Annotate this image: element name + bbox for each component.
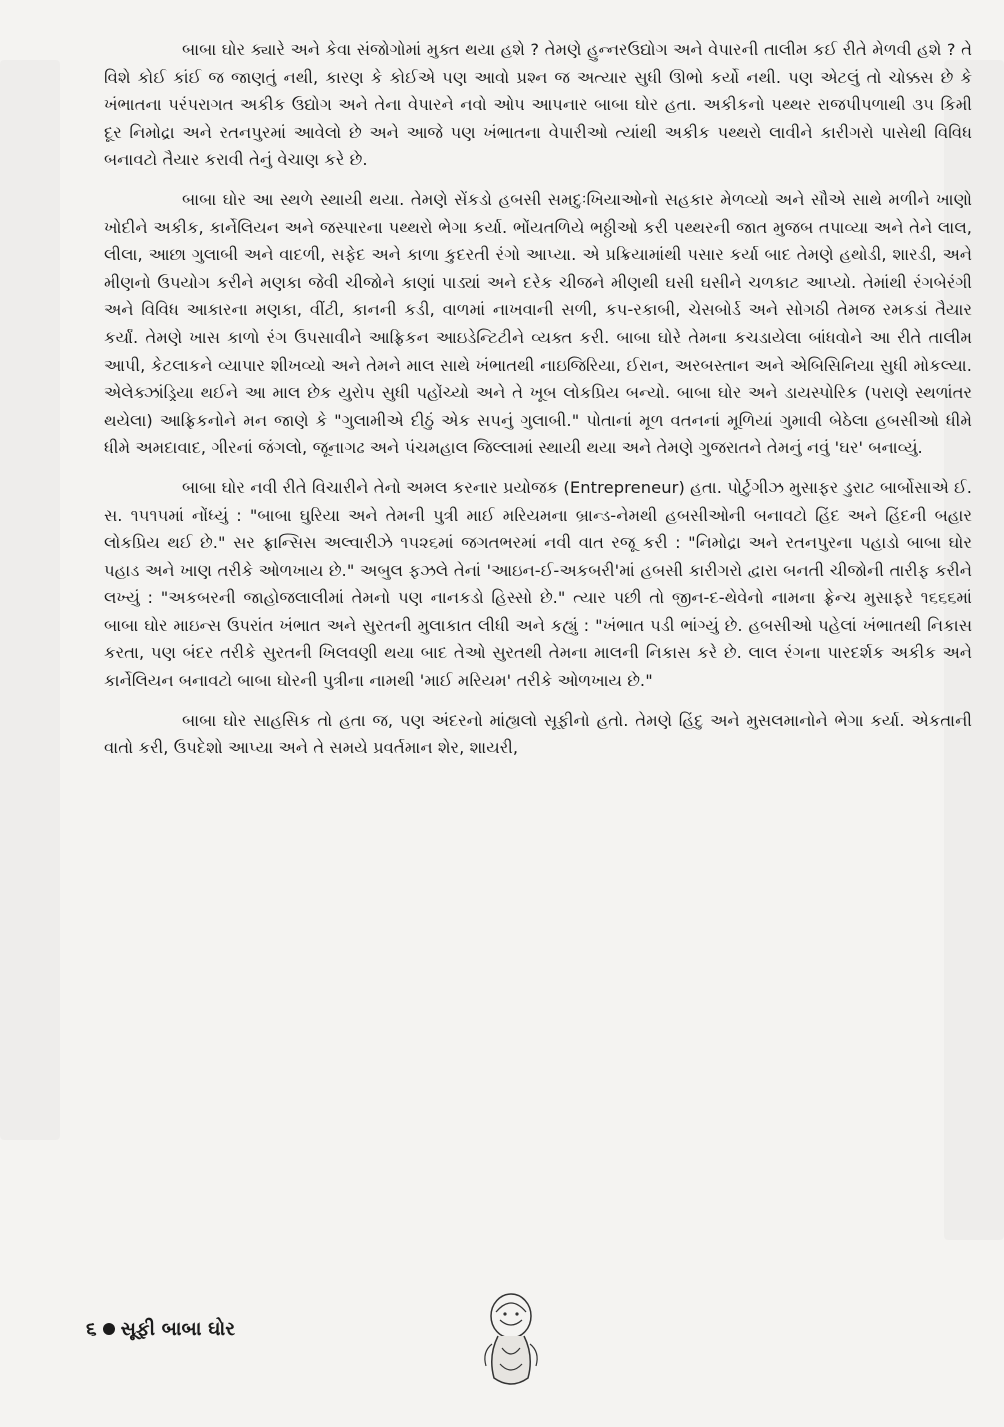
paragraph-4: બાબા ઘોર સાહસિક તો હતા જ, પણ અંદરનો માંહ્યલો સૂફીનો હતો. તેમણે હિંદુ અને મુસલમાનોને ભેગા કર્યા. એકતાની વાતો કરી, ઉપદેશો આપ્યા અને તે સમયે પ્રવર્તમાન શેર, શાયરી, [104,710,972,758]
paragraph-2: બાબા ઘોર આ સ્થળે સ્થાયી થયા. તેમણે સેંકડો હબસી સમદુઃખિયાઓનો સહકાર મેળવ્યો અને સૌએ સાથે મળીને ખાણો ખોદીને અકીક, કાર્નેલિયન અને જસ્પારના પથ્થરો ભેગા કર્યા. ભોંયતળિયે ભઠ્ઠીઓ કરી પથ્થરની જાત મુજબ તપાવ્યા અને તેને લાલ, લીલા, આછા ગુલાબી અને વાદળી, સફેદ અને કાળા કુદરતી રંગો આપ્યા. એ પ્રક્રિયામાંથી પસાર કર્યા બાદ તેમણે હથોડી, શારડી, અને મીણનો ઉપયોગ કરીને મણકા જેવી ચીજોને કાણાં પાડ્યાં અને દરેક ચીજને મીણથી ઘસી ઘસીને ચળકાટ આપ્યો. તેમાંથી રંગબેરંગી અને વિવિધ આકારના મણકા, વીંટી, કાનની કડી, વાળમાં નાખવાની સળી, કપ-રકાબી, ચેસબોર્ડ અને સોગઠી તેમજ રમકડાં તૈયાર કર્યાં. તેમણે ખાસ કાળો રંગ ઉપસાવીને આફ્રિકન આઇડેન્ટિટીને વ્યક્ત કરી. બાબા ઘોરે તેમના કચડાયેલા બાંધવોને આ રીતે તાલીમ આપી, કેટલાકને વ્યાપાર શીખવ્યો અને તેમને માલ સાથે ખંભાતથી નાઇજિરિયા, ઈરાન, અરબસ્તાન અને એબિસિનિયા સુધી મોકલ્યા. એલેક્ઝાંડ્રિયા થઈને આ માલ છેક યુરોપ સુધી પહોંચ્યો અને તે ખૂબ લોકપ્રિય બન્યો. બાબા ઘોર અને ડાયસ્પોરિક (પરાણે સ્થળાંતર થયેલા) આફ્રિકનોને મન જાણે કે "ગુલામીએ દીઠું એક સપનું ગુલાબી." પોતાનાં મૂળ વતનનાં મૂળિયાં ગુમાવી બેઠેલા હબસીઓ ધીમે ધીમે અમદાવાદ, ગીરનાં જંગલો, જૂનાગઢ અને પંચમહાલ જિલ્લામાં સ્થાયી થયા અને તેમણે ગુજરાતને તેમનું નવું 'ઘર' બનાવ્યું. [104,189,972,458]
dervish-ornament-icon [478,1286,544,1396]
page-footer [86,1318,235,1340]
paragraph-1: બાબા ઘોર ક્યારે અને કેવા સંજોગોમાં મુક્ત થયા હશે ? તેમણે હુન્નરઉદ્યોગ અને વેપારની તાલીમ કઈ રીતે મેળવી હશે ? તે વિશે કોઈ કાંઈ જ જાણતું નથી, કારણ કે કોઈએ પણ આવો પ્રશ્ન જ અત્યાર સુધી ઊભો કર્યો નથી. પણ એટલું તો ચોક્કસ છે કે ખંભાતના પરંપરાગત અકીક ઉદ્યોગ અને તેના વેપારને નવો ઓપ આપનાર બાબા ઘોર હતા. અકીકનો પથ્થર રાજપીપળાથી ૩૫ કિમી દૂર નિમોદ્રા અને રતનપુરમાં આવેલો છે અને આજે પણ ખંભાતના વેપારીઓ ત્યાંથી અકીક પથ્થરો લાવીને કારીગરો પાસેથી વિવિધ બનાવટો તૈયાર કરાવી તેનું વેચાણ કરે છે. [104,40,972,170]
book-title: સૂફી બાબા ઘોર [120,1318,236,1340]
bullet-icon [103,1323,115,1335]
page-number: ૬ [86,1318,97,1340]
paragraph-3: બાબા ઘોર નવી રીતે વિચારીને તેનો અમલ કરનાર પ્રયોજક (Entrepreneur) હતા. પોર્ટુગીઝ મુસાફર ડુરાટ બાર્બોસાએ ઈ. સ. ૧૫૧૫માં નોંધ્યું : "બાબા ઘુરિયા અને તેમની પુત્રી માઈ મરિયમના બ્રાન્ડ-નેમથી હબસીઓની બનાવટો હિંદ અને હિંદની બહાર લોકપ્રિય થઈ છે." સર ફ્રાન્સિસ અલ્વારીઝે ૧૫૨૬માં જગતભરમાં નવી વાત રજૂ કરી : "નિમોદ્રા અને રતનપુરના પહાડો બાબા ઘોર પહાડ અને ખાણ તરીકે ઓળખાય છે." અબુલ ફઝલે તેનાં 'આઇન-ઈ-અકબરી'માં હબસી કારીગરો દ્વારા બનતી ચીજોની તારીફ કરીને લખ્યું : "અકબરની જાહોજલાલીમાં તેમનો પણ નાનકડો હિસ્સો છે." ત્યાર પછી તો જીન-દ-થેવેનો નામના ફ્રેન્ચ મુસાફરે ૧૬૬૬માં બાબા ઘોર માઇન્સ ઉપરાંત ખંભાત અને સુરતની મુલાકાત લીધી અને કહ્યું : "ખંભાત પડી ભાંગ્યું છે. હબસીઓ પહેલાં ખંભાતથી નિકાસ કરતા, પણ બંદર તરીકે સુરતની ખિલવણી થયા બાદ તેઓ સુરતથી તેમના માલની નિકાસ કરે છે. લાલ રંગના પારદર્શક અકીક અને કાર્નેલિયન બનાવટો બાબા ઘોરની પુત્રીના નામથી 'માઈ મરિયમ' તરીકે ઓળખાય છે." [104,477,972,691]
bleed-through-left [0,60,60,1140]
body-text [104,36,972,774]
